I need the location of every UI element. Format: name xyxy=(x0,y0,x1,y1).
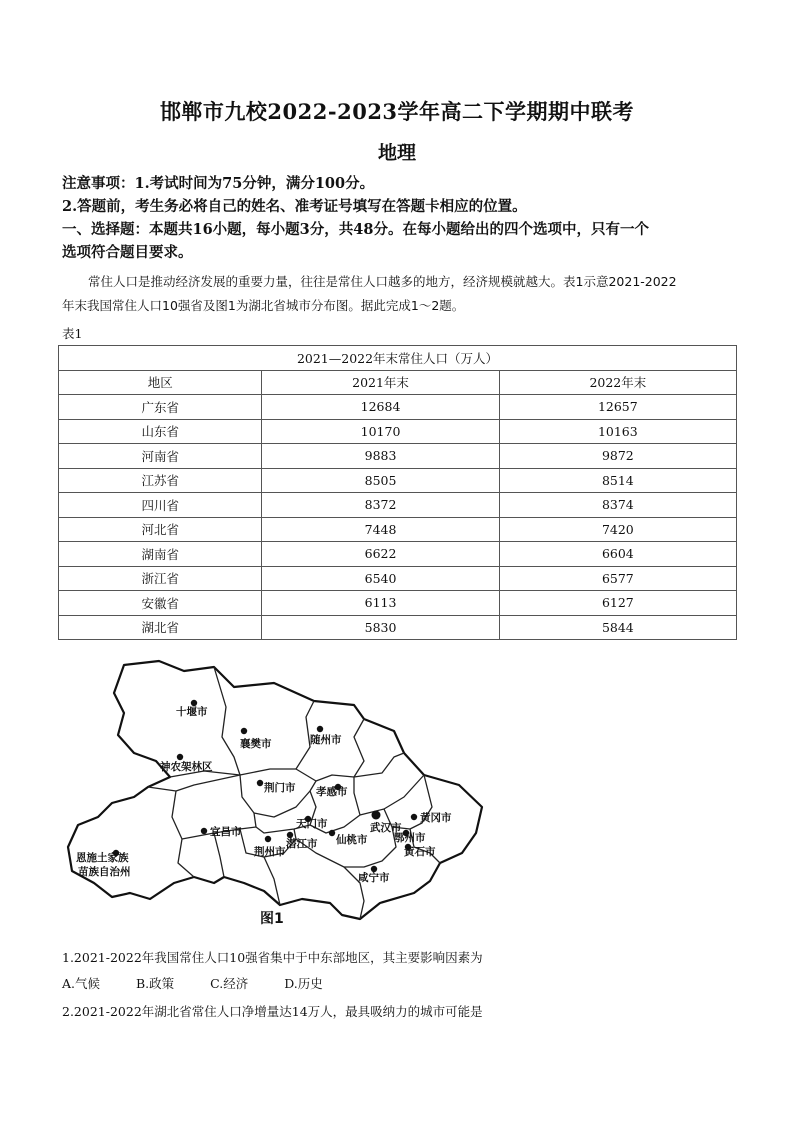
table-cell: 12657 xyxy=(499,395,736,420)
city-label: 仙桃市 xyxy=(336,834,368,846)
option-d: D.历史 xyxy=(284,976,323,991)
table-row xyxy=(59,542,737,567)
city-marker xyxy=(257,780,263,786)
table-cell: 安徽省 xyxy=(59,591,262,616)
city-marker xyxy=(372,811,381,820)
city-label: 天门市 xyxy=(296,818,328,830)
city-label: 十堰市 xyxy=(176,706,208,718)
table-cell: 8505 xyxy=(262,468,499,493)
table-cell: 5830 xyxy=(262,615,499,640)
city-marker xyxy=(329,830,335,836)
table-row xyxy=(59,395,737,420)
table-row xyxy=(59,444,737,469)
option-c: C.经济 xyxy=(210,976,249,991)
city-label: 神农架林区 xyxy=(160,761,213,773)
table-cell: 广东省 xyxy=(59,395,262,420)
city-label: 孝感市 xyxy=(316,786,348,798)
table-caption-row xyxy=(59,346,737,371)
table-cell: 江苏省 xyxy=(59,468,262,493)
table-cell: 四川省 xyxy=(59,493,262,518)
notes-line: 一、选择题：本题共16小题，每小题3分，共48分。在每小题给出的四个选项中，只有一个 xyxy=(62,221,649,238)
column-header: 2021年末 xyxy=(262,370,499,395)
table-cell: 7420 xyxy=(499,517,736,542)
table-cell: 湖北省 xyxy=(59,615,262,640)
boundary xyxy=(172,791,194,877)
table-cell: 6127 xyxy=(499,591,736,616)
notes-line: 选项符合题目要求。 xyxy=(62,244,193,261)
table-row xyxy=(59,468,737,493)
boundary xyxy=(360,775,424,815)
intro-line: 年末我国常住人口10强省及图1为湖北省城市分布图。据此完成1～2题。 xyxy=(62,298,465,313)
table-label: 表1 xyxy=(62,326,83,341)
boundary xyxy=(148,775,240,791)
city-marker xyxy=(201,828,207,834)
table-row xyxy=(59,493,737,518)
population-table xyxy=(58,345,737,640)
table-cell: 河南省 xyxy=(59,444,262,469)
table-cell: 10163 xyxy=(499,419,736,444)
city-label: 荆州市 xyxy=(254,846,286,858)
table-cell: 浙江省 xyxy=(59,566,262,591)
hubei-city-map xyxy=(64,657,494,929)
table-row xyxy=(59,419,737,444)
city-label: 咸宁市 xyxy=(358,872,390,884)
table-row xyxy=(59,591,737,616)
city-marker xyxy=(177,754,183,760)
table-cell: 山东省 xyxy=(59,419,262,444)
city-marker xyxy=(241,728,247,734)
table-header-row xyxy=(59,370,737,395)
subject-title: 地理 xyxy=(377,142,416,164)
table-cell: 6622 xyxy=(262,542,499,567)
map-caption: 图1 xyxy=(260,911,284,927)
column-header: 地区 xyxy=(59,370,262,395)
city-marker xyxy=(265,836,271,842)
city-label: 荆门市 xyxy=(264,782,296,794)
table-row xyxy=(59,566,737,591)
table-cell: 6577 xyxy=(499,566,736,591)
exam-notes xyxy=(62,172,742,264)
city-label: 宜昌市 xyxy=(210,826,242,838)
option-a: A.气候 xyxy=(62,976,101,991)
option-b: B.政策 xyxy=(136,976,175,991)
exam-title: 邯郸市九校2022-2023学年高二下学期期中联考 xyxy=(159,99,635,124)
table-cell: 10170 xyxy=(262,419,499,444)
table-cell: 9883 xyxy=(262,444,499,469)
city-label: 潜江市 xyxy=(286,838,318,850)
question-1: 1.2021-2022年我国常住人口10强省集中于中东部地区，其主要影响因素为 xyxy=(62,950,483,965)
table-cell: 河北省 xyxy=(59,517,262,542)
city-marker xyxy=(317,726,323,732)
city-label: 武汉市 xyxy=(370,822,402,834)
table-cell: 8514 xyxy=(499,468,736,493)
city-label: 恩施土家族 xyxy=(76,852,129,864)
intro-line: 常住人口是推动经济发展的重要力量，往往是常住人口越多的地方，经济规模就越大。表1示意2021-2022 xyxy=(88,274,677,289)
table-row xyxy=(59,517,737,542)
city-marker xyxy=(411,814,417,820)
question-1-options xyxy=(62,974,355,992)
material-intro xyxy=(62,270,738,318)
city-label: 随州市 xyxy=(310,734,342,746)
boundary xyxy=(296,719,364,781)
table-cell: 7448 xyxy=(262,517,499,542)
notes-line: 注意事项：1.考试时间为75分钟，满分100分。 xyxy=(62,175,375,192)
table-cell: 6113 xyxy=(262,591,499,616)
table-cell: 9872 xyxy=(499,444,736,469)
boundary xyxy=(214,833,224,877)
city-label: 苗族自治州 xyxy=(78,866,131,878)
table-row xyxy=(59,615,737,640)
city-label: 黄冈市 xyxy=(420,812,452,824)
question-2: 2.2021-2022年湖北省常住人口净增量达14万人，最具吸纳力的城市可能是 xyxy=(62,1004,483,1019)
table-cell: 8374 xyxy=(499,493,736,518)
city-label: 黄石市 xyxy=(404,846,436,858)
table-cell: 湖南省 xyxy=(59,542,262,567)
boundary xyxy=(296,839,364,919)
table-caption: 2021—2022年末常住人口（万人） xyxy=(59,346,737,371)
column-header: 2022年末 xyxy=(499,370,736,395)
table-cell: 6604 xyxy=(499,542,736,567)
table-cell: 6540 xyxy=(262,566,499,591)
boundary xyxy=(214,667,240,775)
notes-line: 2.答题前，考生务必将自己的姓名、准考证号填写在答题卡相应的位置。 xyxy=(62,198,527,215)
table-cell: 5844 xyxy=(499,615,736,640)
table-cell: 8372 xyxy=(262,493,499,518)
table-cell: 12684 xyxy=(262,395,499,420)
city-label: 鄂州市 xyxy=(394,832,426,844)
city-label: 襄樊市 xyxy=(240,738,272,750)
